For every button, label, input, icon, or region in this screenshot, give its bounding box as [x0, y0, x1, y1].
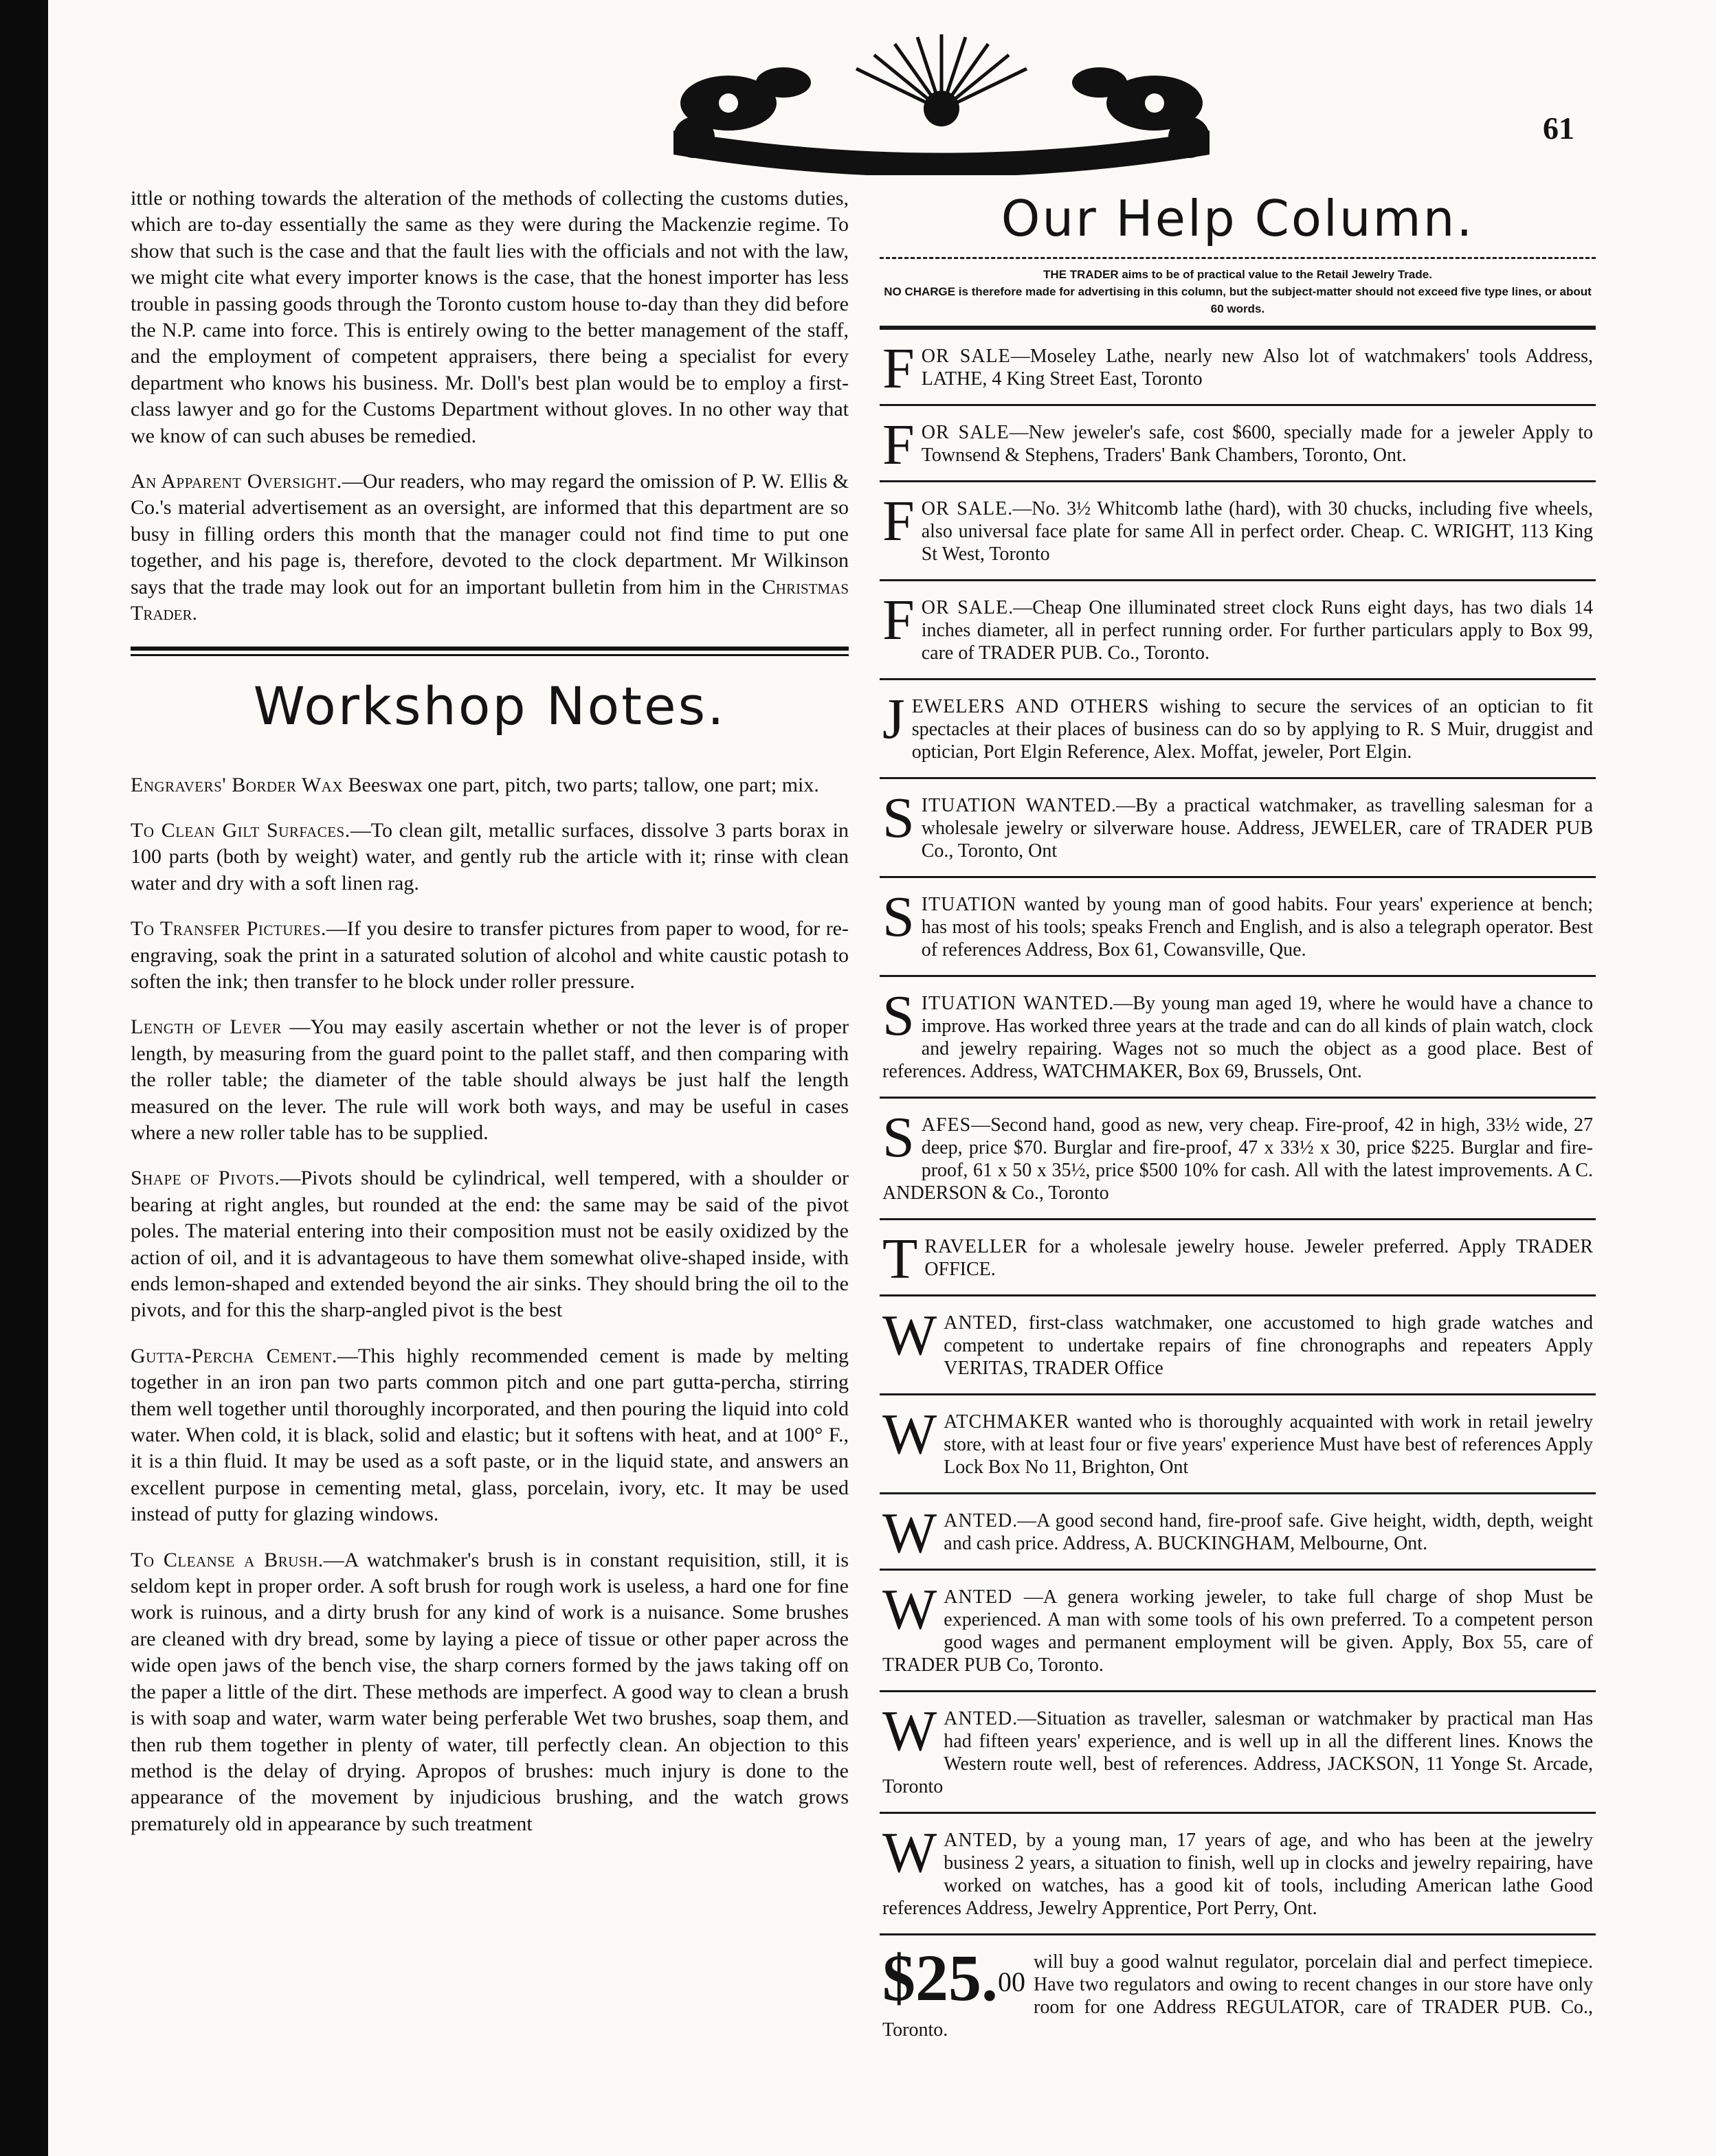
regulator-text: will buy a good walnut regulator, porcelain dial and perfect timepiece. Have two regulators and owing to recent changes in our store have only room for one Address REGULATOR, care of TRADER PUB. Co., Toronto.: [882, 1951, 1593, 2041]
classified-ad: [880, 326, 1596, 404]
ad-head: ANTED: [944, 1586, 1013, 1608]
note-text: —Pivots should be cylindrical, well tempered, with a shoulder or bearing at right angles, but rounded at the end: the same may be said of the pivot poles. The material entering into their composition must not be easily oxidized by the action of oil, and it is advantageous to have them somewhat olive-shaped inside, with ends lemon-shaped and extended beyond the air sinks. They should bring the oil to the pivots, and for this the sharp-angled pivot is the best: [131, 1167, 849, 1322]
workshop-note: [131, 1343, 849, 1528]
ad-head: AFES: [921, 1114, 972, 1136]
ad-head: ITUATION WANTED: [921, 795, 1111, 816]
ad-text: wishing to secure the services of an optician to fit spectacles at their places of business can do so by applying to R. S Muir, druggist and optician, Port Elgin Reference, Alex. Moffat, jeweler, Port Elgin.: [911, 696, 1594, 763]
drop-cap: F: [882, 413, 915, 477]
classified-ad: [880, 404, 1596, 480]
intro-paragraph: ittle or nothing towards the alteration of the methods of collecting the customs duties, which are to-day essentially the same as they were during the Mackenzie regime. To show that such is the case and that the fault lies with the officials and not with the law, we might cite what every importer knows is the case, that the honest importer has less trouble in passing goods through the Toronto custom house to-day than they did before the N.P. came into force. This is entirely owing to the better management of the staff, and the employment of competent appraisers, there being a specialist for every department who knows his business. Mr. Doll's best plan would be to employ a first-class lawyer and go for the Customs Department without gloves. In no other way that we know of can such abuses be remedied.: [131, 187, 849, 447]
ad-head: OR SALE: [921, 422, 1010, 443]
oversight-closing: Christmas Trader.: [131, 575, 849, 625]
workshop-note: [131, 1014, 849, 1146]
drop-cap: S: [882, 1105, 915, 1169]
note-text: —A watchmaker's brush is in constant requisition, still, it is seldom kept in proper order. A soft brush for rough work is useless, a hard one for fine work is ruinous, and a dirty brush for any kind of work is a nuisance. Some brushes are cleaned with dry bread, some by laying a piece of tissue or other paper across the wide open jaws of the bench vise, the sharp corners formed by the jaws taking off on the paper a little of the dirt. These methods are imperfect. A good way to clean a brush is with soap and water, warm water being perferable Wet two brushes, soap them, and then rub them together in plenty of water, till perfectly clean. An objection to this method is the delay of drying. Apropos of brushes: much injury is done to the appearance of the movement by injudicious brushing, and the watch grows prematurely old in appearance by such treatment: [131, 1548, 849, 1835]
note-text: —To clean gilt, metallic surfaces, dissolve 3 parts borax in 100 parts (both by weight) water, and gently rub the article with it; rinse with clean water and dry with a soft linen rag.: [131, 818, 849, 895]
drop-cap: S: [882, 885, 915, 949]
classified-ad: [880, 1097, 1596, 1218]
ad-text: for a wholesale jewelry house. Jeweler preferred. Apply TRADER OFFICE.: [924, 1236, 1593, 1280]
ad-head: ATCHMAKER: [944, 1411, 1070, 1433]
workshop-note: [131, 772, 849, 798]
drop-cap: W: [882, 1303, 937, 1367]
oversight-lead: An Apparent Oversight.: [131, 470, 342, 493]
drop-cap: S: [882, 786, 915, 850]
note-text: —If you desire to transfer pictures from paper to wood, for re-engraving, soak the print in a saturated solution of alcohol and white caustic potash to soften the ink; then transfer to he block under roller pressure.: [131, 917, 849, 993]
classified-ad: [880, 579, 1596, 678]
ad-head: OR SALE: [921, 597, 1009, 618]
drop-cap: F: [882, 489, 915, 553]
drop-cap: F: [882, 337, 915, 401]
ad-head: ITUATION: [921, 894, 1017, 915]
ad-head: RAVELLER: [924, 1236, 1028, 1257]
note-text: —This highly recommended cement is made by melting together in an iron pan two parts common pitch and one part gutta-percha, stirring them well together until thoroughly incorporated, and then pouring the liquid into cold water. When cold, it is black, solid and elastic; but it softens with heat, and at 100° F., it is a thin fluid. It may be used as a soft paste, or in the liquid state, and answers an excellent purpose in cementing metal, glass, porcelain, ivory, etc. It may be used instead of putty for glazing windows.: [131, 1344, 849, 1526]
classified-ad: [880, 1294, 1596, 1393]
workshop-note: [131, 818, 849, 897]
ad-head: EWELERS AND OTHERS: [911, 696, 1150, 717]
price-dollars: $25.: [882, 1941, 998, 2014]
ad-head: ANTED: [944, 1510, 1013, 1531]
note-lead: To Clean Gilt Surfaces.: [131, 818, 350, 842]
workshop-notes-title: Workshop Notes.: [253, 675, 726, 737]
ad-text: wanted who is thoroughly acquainted with work in retail jewelry store, with at least four or five years' experience Must have best of references Apply Lock Box No 11, Brighton, Ont: [944, 1411, 1593, 1478]
left-column: [131, 186, 849, 1856]
ad-text: , by a young man, 17 years of age, and who has been at the jewelry business 2 years, a situation to finish, well up in clocks and jewelry repairing, have worked on watches, has a good kit of tools, including American lathe Good references Address, Jewelry Apprentice, Port Perry, Ont.: [882, 1830, 1593, 1919]
help-note-line: THE TRADER aims to be of practical value to the Retail Jewelry Trade.: [1043, 268, 1432, 281]
ad-head: OR SALE: [921, 498, 1008, 519]
help-column-note: [880, 266, 1596, 317]
note-lead: Length of Lever: [131, 1015, 282, 1039]
oversight-paragraph: [131, 469, 849, 627]
ad-text: —Second hand, good as new, very cheap. Fire-proof, 42 in high, 33½ wide, 27 deep, price $70. Burglar and fire-proof, 47 x 33½ x 30, price $225. Burglar and fire-proof, 61 x 50 x 35½, price $500 10% for cash. All with the latest improvements. A C. ANDERSON & Co., Toronto: [882, 1114, 1593, 1204]
ad-text: .—No. 3½ Whitcomb lathe (hard), with 30 chucks, including five wheels, also universal face plate for same All in perfect order. Cheap. C. WRIGHT, 113 King St West, Toronto: [921, 498, 1593, 565]
ad-head: ANTED: [944, 1312, 1013, 1334]
classified-ad: [880, 1218, 1596, 1294]
classified-ad: [880, 1690, 1596, 1812]
note-lead: Gutta-Percha Cement.: [131, 1344, 337, 1367]
classified-ad: [880, 1569, 1596, 1690]
binding-spine: [0, 0, 48, 2156]
classified-ad: [880, 975, 1596, 1097]
drop-cap: W: [882, 1402, 937, 1466]
ad-text: wanted by young man of good habits. Four years' experience at bench; has most of his tools; speaks French and English, and is also a telegraph operator. Best of references Address, Box 61, Cowansville, Que.: [921, 894, 1593, 961]
help-column-title: Our Help Column.: [1001, 190, 1475, 247]
drop-cap: W: [882, 1699, 937, 1763]
classified-ad: [880, 480, 1596, 579]
classified-ad: [880, 1492, 1596, 1569]
help-note-line: NO CHARGE is therefore made for advertising in this column, but the subject-matter should not exceed five type lines, or about 60 words.: [884, 285, 1592, 315]
regulator-price: [882, 1941, 1025, 2014]
ad-text: .—By young man aged 19, where he would have a chance to improve. Has worked three years at the trade and can do all kinds of plain watch, clock and jewelry repairing. Wages not so much the object as a good place. Best of references. Address, WATCHMAKER, Box 69, Brussels, Ont.: [882, 993, 1593, 1082]
ad-head: ANTED: [944, 1830, 1013, 1851]
note-lead: Shape of Pivots.: [131, 1167, 280, 1190]
regulator-ad: [880, 1933, 1596, 2041]
drop-cap: W: [882, 1577, 937, 1641]
classified-ad: [880, 777, 1596, 876]
note-lead: Engravers' Border Wax: [131, 773, 343, 796]
ad-text: , first-class watchmaker, one accustomed to high grade watches and competent to undertake repairs of fine chronographs and repeaters Apply VERITAS, TRADER Office: [944, 1312, 1593, 1379]
ad-head: OR SALE: [921, 346, 1011, 367]
title-divider: [880, 257, 1596, 259]
ad-text: .—A good second hand, fire-proof safe. Give height, width, depth, weight and cash price. Address, A. BUCKINGHAM, Melbourne, Ont.: [944, 1510, 1593, 1554]
workshop-note: [131, 916, 849, 995]
classified-ad: [880, 1812, 1596, 1933]
note-lead: To Transfer Pictures.: [131, 917, 326, 941]
workshop-note: [131, 1547, 849, 1837]
classified-ad: [880, 1393, 1596, 1492]
classified-ad: [880, 678, 1596, 777]
note-text: Beeswax one part, pitch, two parts; tallow, one part; mix.: [343, 773, 819, 796]
classified-ad: [880, 876, 1596, 975]
ad-text: —New jeweler's safe, cost $600, specially made for a jeweler Apply to Townsend & Stephens, Traders' Bank Chambers, Toronto, Ont.: [921, 422, 1593, 466]
drop-cap: F: [882, 588, 915, 652]
ad-text: —Moseley Lathe, nearly new Also lot of watchmakers' tools Address, LATHE, 4 King Street East, Toronto: [921, 346, 1593, 390]
ad-text: .—By a practical watchmaker, as travelling salesman for a wholesale jewelry or silverware house. Address, JEWELER, care of TRADER PUB Co., Toronto, Ont: [921, 795, 1593, 862]
right-column: [880, 186, 1596, 2041]
ad-head: ITUATION WANTED: [921, 993, 1109, 1014]
drop-cap: J: [882, 687, 905, 751]
drop-cap: T: [882, 1227, 918, 1291]
ad-text: .—Situation as traveller, salesman or watchmaker by practical man Has had fifteen years' experience, and is well up in all the different lines. Knows the Western route well, best of references. Address, JACKSON, 11 Yonge St. Arcade, Toronto: [882, 1708, 1593, 1797]
page-number: 61: [1543, 111, 1574, 146]
ad-head: ANTED: [944, 1708, 1013, 1729]
oversight-text: —Our readers, who may regard the omission of P. W. Ellis & Co.'s material advertisement as an oversight, are informed that this department are so busy in filling orders this month that the manager could not find time to put one together, and his page is, therefore, devoted to the clock department. Mr Wilkinson says that the trade may look out for an important bulletin from him in the: [131, 470, 849, 598]
section-divider: [131, 647, 849, 656]
price-cents: 00: [998, 1966, 1025, 1997]
drop-cap: S: [882, 984, 915, 1048]
drop-cap: W: [882, 1821, 937, 1885]
ad-text: —A genera working jeweler, to take full charge of shop Must be experienced. A man with some tools of his own preferred. To a competent person good wages and permanent employment will be given. Apply, Box 55, care of TRADER PUB Co, Toronto.: [882, 1586, 1593, 1676]
note-lead: To Cleanse a Brush.: [131, 1548, 324, 1571]
note-text: —You may easily ascertain whether or not the lever is of proper length, by measuring from the guard point to the pallet staff, and then comparing with the roller table; the diameter of the table should always be just half the length measured on the lever. The rule will work both ways, and may be useful in cases where a new roller table has to be supplied.: [131, 1015, 849, 1144]
masthead-ornament-icon: [646, 27, 1237, 175]
ad-text: .—Cheap One illuminated street clock Runs eight days, has two dials 14 inches diameter, all in perfect running order. For further particulars apply to Box 99, care of TRADER PUB. Co., Toronto.: [921, 597, 1593, 664]
workshop-note: [131, 1165, 849, 1323]
drop-cap: W: [882, 1501, 937, 1565]
